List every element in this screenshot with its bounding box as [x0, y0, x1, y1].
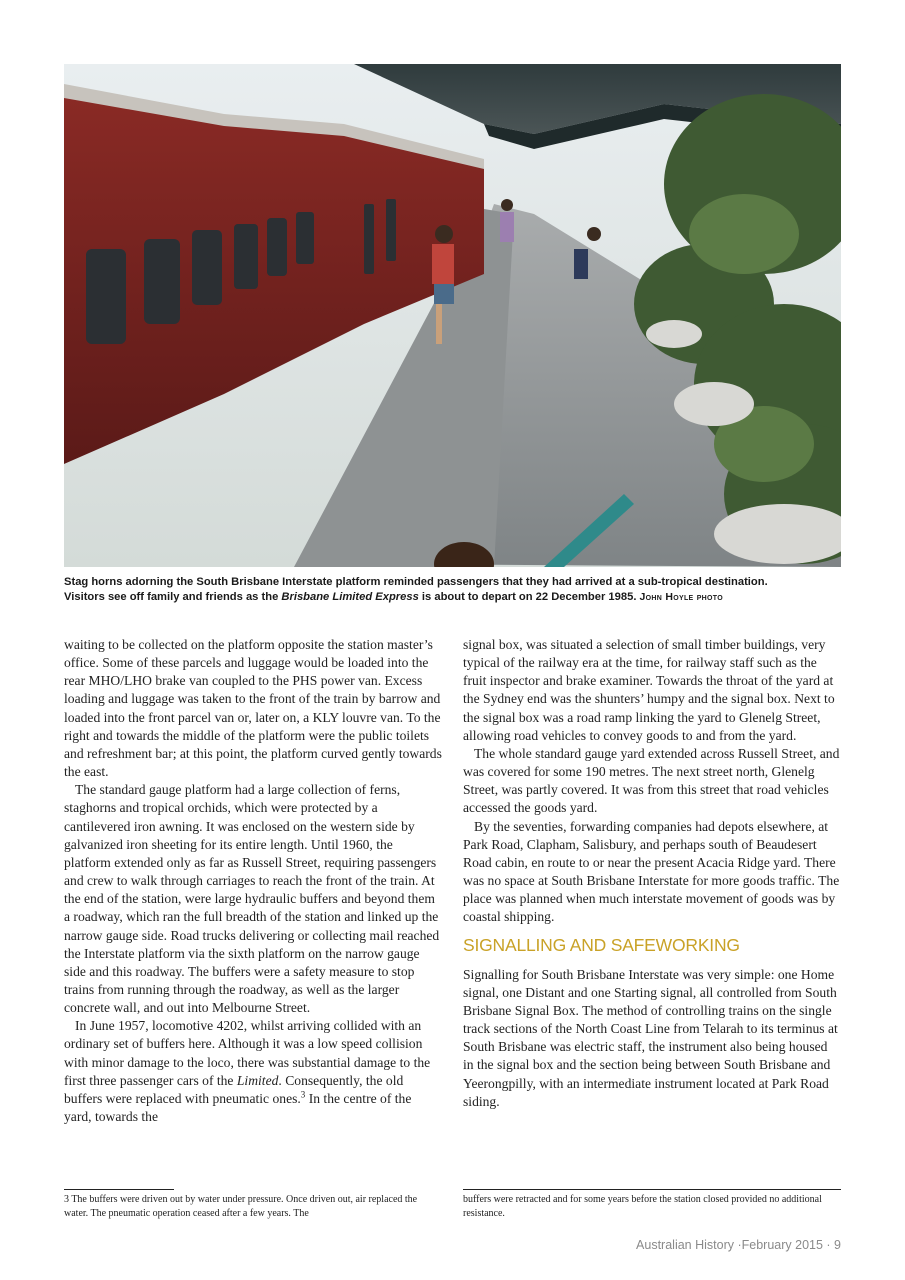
footnote-right: buffers were retracted and for some years before the station closed provided no additional resistance. [463, 1194, 822, 1219]
left-paragraph-3-mid: . Consequently, the old buffers were replaced with pneumatic ones. [64, 1072, 404, 1106]
right-paragraph-4: Signalling for South Brisbane Interstate was very simple: one Home signal, one Distant and one Starting signal, all controlled from South Brisbane Signal Box. The method of controlling trains on the single track sections of the North Coast Line from Telarah to its terminus at South Brisbane was electric staff, the instrument also being housed in the signal box and the section being between South Brisbane and Yeerongpilly, with an intermediate instrument located at Park Road siding. [463, 966, 838, 1109]
photo-credit: John Hoyle photo [639, 591, 723, 603]
platform-photo-illustration [64, 64, 841, 567]
footnote-left: 3 The buffers were driven out by water under pressure. Once driven out, air replaced the water. The pneumatic operation ceased after a few years. The [64, 1194, 418, 1219]
footnote-rule-right [463, 1189, 841, 1190]
right-paragraph-1: signal box, was situated a selection of small timber buildings, very typical of the railway era at the time, for railway staff such as the fruit inspector and brake examiner. Towards the throat of the yard at the Sydney end was the shunters’ humpy and the signal box. Next to the signal box was a road ramp linking the yard to Glenelg Street, allowing road vehicles to convey goods to and from the yard. [463, 637, 835, 743]
footnote-ref: 3 [300, 1089, 306, 1100]
right-column [463, 636, 841, 1111]
left-paragraph-2: The standard gauge platform had a large collection of ferns, staghorns and tropical orchids, which were protected by a cantilevered iron awning. It was enclosed on the western side by galvanized iron sheeting for its entire length. Until 1960, the platform extended only as far as Russell Street, requiring passengers and crew to walk through carriages to reach the front of the train. At the end of the station, were large hydraulic buffers and beyond them a roadway, which ran the full breadth of the station and linked up the narrow gauge side. Road trucks delivering or collecting mail reached the Interstate platform via the sixth platform on the narrow gauge side and this roadway. The buffers were a safety measure to stop trains from running through the roadway, as well as the larger concrete wall, and out into Melbourne Street. [64, 782, 440, 1016]
caption-line-2-end: is about to depart on 22 December 1985. [418, 591, 640, 603]
right-paragraph-2: The whole standard gauge yard extended across Russell Street, and was covered for some 190 metres. The next street north, Glenelg Street, was partly covered. It was from this street that road vehicles accessed the goods yard. [463, 745, 840, 816]
left-paragraph-3-start: In June 1957, locomotive 4202, whilst arriving collided with an ordinary set of buffers here. Although it was a low speed collision with minor damage to the loco, there was substantial damage to the first three passenger cars of the [64, 1018, 431, 1088]
section-heading: SIGNALLING AND SAFEWORKING [463, 934, 740, 955]
left-column [64, 636, 442, 1126]
left-paragraph-3 [64, 1017, 442, 1126]
limited-italic: Limited [236, 1072, 279, 1088]
platform-photo [64, 64, 841, 567]
page-folio: Australian History ·February 2015 · 9 [636, 1238, 841, 1252]
caption-line-2 [64, 590, 841, 605]
left-paragraph-3-end: In the centre of the yard, towards the [64, 1090, 412, 1125]
right-paragraph-3: By the seventies, forwarding companies had depots elsewhere, at Park Road, Clapham, Salisbury, and perhaps south of Beaudesert Road cabin, en route to or near the present Acacia Ridge yard. There was no space at South Brisbane Interstate for more goods traffic. The place was planned when much interstate movement of goods was by coastal shipping. [463, 818, 840, 925]
caption-line-2-start: Visitors see off family and friends as the [64, 591, 282, 603]
caption-train-name: Brisbane Limited Express [281, 591, 419, 603]
footnote-rule-left [64, 1189, 174, 1190]
photo-caption [64, 575, 841, 605]
left-paragraph-1: waiting to be collected on the platform opposite the station master’s office. Some of these parcels and luggage would be loaded into the rear MHO/LHO brake van coupled to the PHS power van. Excess loading and luggage was taken to the front of the train by barrow and loaded into the front parcel van or, later on, a KLY louvre van. To the right and towards the middle of the platform were the public toilets and refreshment bar; at this point, the platform curved gently towards the east. [64, 637, 442, 780]
caption-line-1: Stag horns adorning the South Brisbane Interstate platform reminded passengers that they had arrived at a sub-tropical destination. [64, 576, 768, 588]
